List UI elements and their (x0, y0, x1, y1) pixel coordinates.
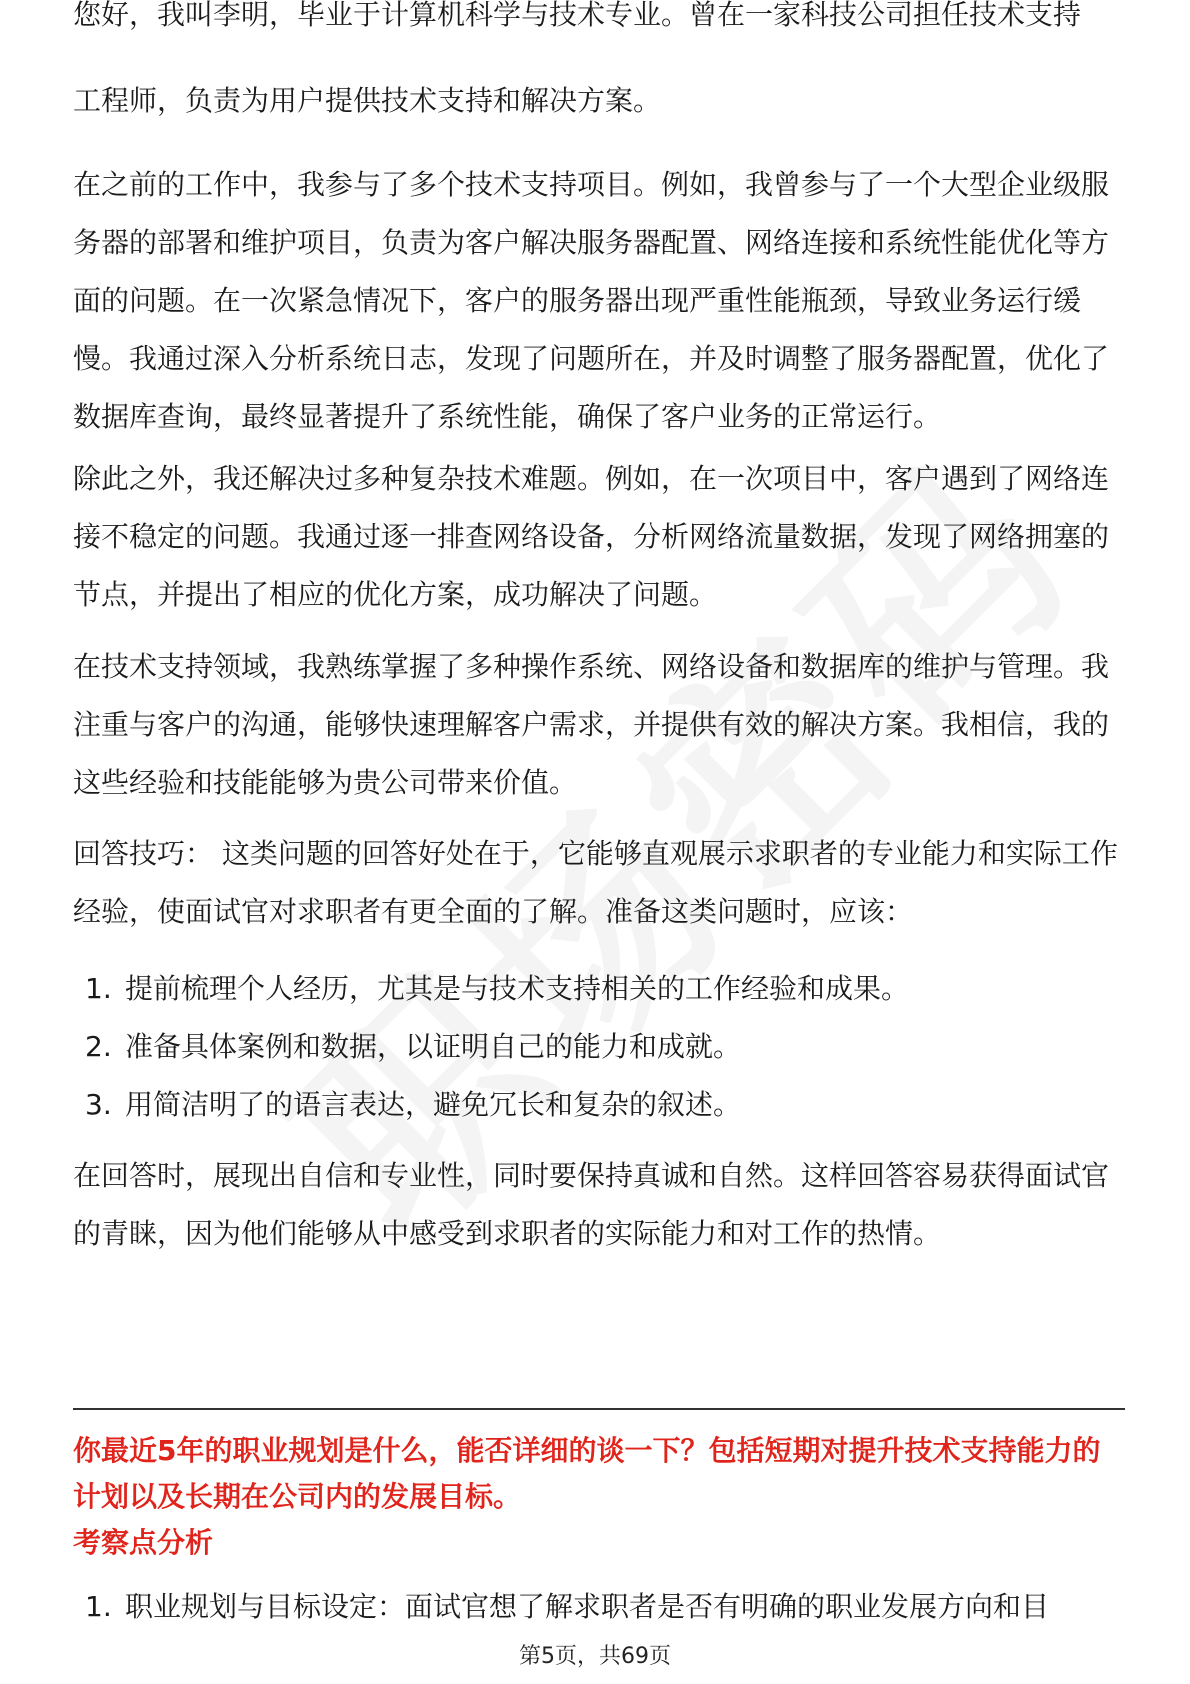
list-text: 用简洁明了的语言表达，避免冗长和复杂的叙述。 (125, 1088, 742, 1121)
paragraph-intro-end: 工程师，负责为用户提供技术支持和解决方案。 (73, 84, 662, 117)
section-divider (73, 1408, 1125, 1410)
list-text: 准备具体案例和数据，以证明自己的能力和成就。 (125, 1030, 742, 1063)
list-item (85, 1018, 1125, 1076)
list-item (85, 1076, 1125, 1134)
list-item (85, 1578, 1125, 1636)
list-number: 2. (85, 1030, 112, 1063)
paragraph-conclusion: 在回答时，展现出自信和专业性，同时要保持真诚和自然。这样回答容易获得面试官的青睐，因为他们能够从中感受到求职者的实际能力和对工作的热情。 (73, 1159, 1110, 1250)
list-text: 提前梳理个人经历，尤其是与技术支持相关的工作经验和成果。 (125, 972, 910, 1005)
list-number: 3. (85, 1088, 112, 1121)
tips-list (85, 960, 1125, 1134)
paragraph-experience: 在之前的工作中，我参与了多个技术支持项目。例如，我曾参与了一个大型企业级服务器的部署和维护项目，负责为客户解决服务器配置、网络连接和系统性能优化等方面的问题。在一次紧急情况下，客户的服务器出现严重性能瓶颈，导致业务运行缓慢。我通过深入分析系统日志，发现了问题所在，并及时调整了服务器配置，优化了数据库查询，最终显著提升了系统性能，确保了客户业务的正常运行。 (73, 168, 1110, 433)
section-title: 考察点分析 (73, 1526, 214, 1559)
list-item (85, 960, 1125, 1018)
cut-off-top-line: 您好，我叫李明，毕业于计算机科学与技术专业。曾在一家科技公司担任技术支持 (73, 0, 1082, 31)
list-number: 1. (85, 972, 112, 1005)
interview-question: 你最近5年的职业规划是什么，能否详细的谈一下？包括短期对提升技术支持能力的计划以及长期在公司内的发展目标。 (73, 1434, 1101, 1513)
paragraph-answer-tips: 回答技巧： 这类问题的回答好处在于，它能够直观展示求职者的专业能力和实际工作经验，使面试官对求职者有更全面的了解。准备这类问题时，应该： (73, 837, 1118, 928)
paragraph-problem-solving: 除此之外，我还解决过多种复杂技术难题。例如，在一次项目中，客户遇到了网络连接不稳定的问题。我通过逐一排查网络设备，分析网络流量数据，发现了网络拥塞的节点，并提出了相应的优化方案，成功解决了问题。 (73, 462, 1110, 611)
paragraph-skills: 在技术支持领域，我熟练掌握了多种操作系统、网络设备和数据库的维护与管理。我注重与客户的沟通，能够快速理解客户需求，并提供有效的解决方案。我相信，我的这些经验和技能能够为贵公司带来价值。 (73, 650, 1110, 799)
list-text: 职业规划与目标设定：面试官想了解求职者是否有明确的职业发展方向和目 (125, 1590, 1050, 1623)
list-number: 1. (85, 1590, 112, 1623)
page-footer: 第5页，共69页 (519, 1644, 671, 1669)
analysis-list (85, 1578, 1125, 1636)
